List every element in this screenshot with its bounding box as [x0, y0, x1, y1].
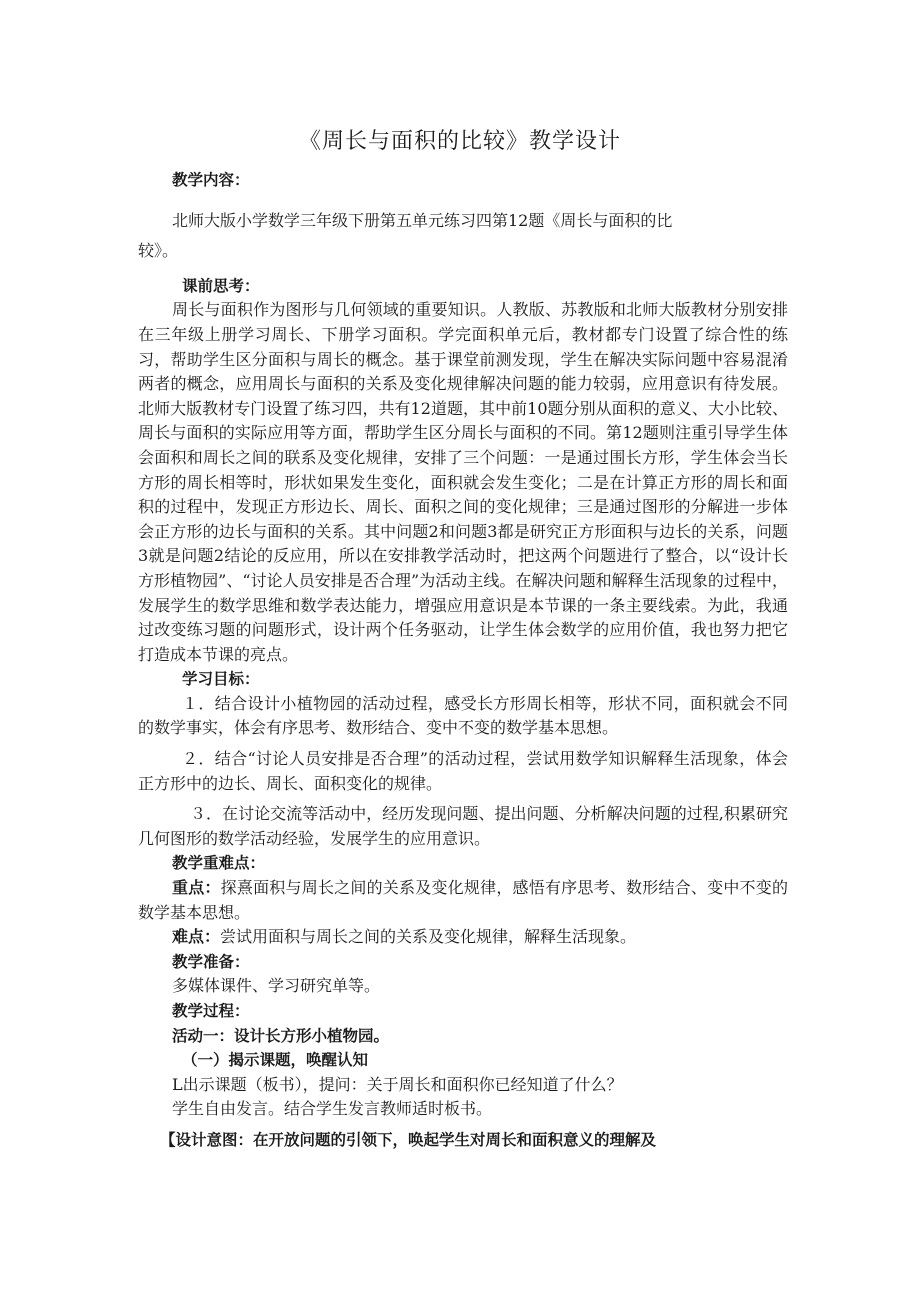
process-heading: 教学过程： — [172, 1002, 250, 1020]
document-body — [138, 168, 788, 1153]
key-points-heading: 教学重难点： — [172, 854, 266, 873]
difficult-point-text: 尝试用面积与周长之间的关系及变化规律，解释生活现象。 — [220, 927, 637, 947]
content-text-line-2: 较》。 — [138, 241, 179, 261]
preparation-text: 多媒体课件、学习研究单等。 — [172, 976, 381, 996]
activity-1-heading: 活动一：设计长方形小植物园。 — [172, 1026, 390, 1045]
preparation-heading: 教学准备： — [172, 952, 250, 971]
design-intent-text: 【设计意图：在开放问题的引领下，唤起学生对周长和面积意义的理解及 — [160, 1130, 657, 1149]
goal-item-3: ３．在讨论交流等活动中，经历发现问题、提出问题、分析解决问题的过程,积累研究几何图形的数学活动经验，发展学生的应用意识。 — [138, 804, 788, 848]
step-1-note: 学生自由发言。结合学生发言教师适时板书。 — [172, 1099, 493, 1119]
document-title: 《周长与面积的比较》教学设计 — [298, 129, 621, 154]
goal-item-2: ２．结合“讨论人员安排是否合理”的活动过程，尝试用数学知识解释生活现象，体会正方形中的边长、周长、面积变化的规律。 — [138, 749, 788, 793]
step-1-text: L出示课题（板书），提问：关于周长和面积你已经知道了什么？ — [172, 1074, 623, 1094]
key-point-label: 重点： — [172, 878, 221, 898]
goal-item-1: １．结合设计小植物园的活动过程，感受长方形周长相等，形状不同，面积就会不同的数学事实，体会有序思考、数形结合、变中不变的数学基本思想。 — [138, 693, 788, 738]
thinking-heading: 课前思考： — [182, 276, 260, 295]
section-1-heading: （一）揭示课题，唤醒认知 — [182, 1051, 369, 1070]
content-heading: 教学内容： — [172, 171, 250, 189]
key-point-paragraph — [138, 876, 788, 925]
key-point-text: 探熹面积与周长之间的关系及变化规律，感悟有序思考、数形结合、变中不变的数学基本思想。 — [138, 878, 788, 922]
content-text-line-1: 北师大版小学数学三年级下册第五单元练习四第12题《周长与面积的比 — [172, 210, 673, 230]
goals-heading: 学习目标： — [182, 670, 260, 689]
thinking-paragraph: 周长与面积作为图形与几何领域的重要知识。人教版、苏教版和北师大版教材分别安排在三年级上册学习周长、下册学习面积。学完面积单元后，教材都专门设置了综合性的练习，帮助学生区分面积与周长的概念。基于课堂前测发现，学生在解决实际问题中容易混淆两者的概念，应用周长与面积的关系及变化规律解决问题的能力较弱，应用意识有待发展。北师大版教材专门设置了练习四，共有12道题，其中前10题分别从面积的意义、大小比较、周长与面积的实际应用等方面，帮助学生区分周长与面积的不同。第12题则注重引导学生体会面积和周长之间的联系及变化规律，安排了三个问题：一是通过围长方形，学生体会当长方形的周长相等时，形状如果发生变化，面积就会发生变化；二是在计算正方形的周长和面积的过程中，发现正方形边长、周长、面积之间的变化规律；三是通过图形的分解进一步体会正方形的边长与面积的关系。其中问题2和问题3都是研究正方形面积与边长的关系，问题3就是问题2结论的反应用，所以在安排教学活动时，把这两个问题进行了整合，以“设计长方形植物园”、“讨论人员安排是否合理”为活动主线。在解决问题和解释生活现象的过程中，发展学生的数学思维和数学表达能力，增强应用意识是本节课的一条主要线索。为此，我通过改变练习题的问题形式，设计两个任务驱动，让学生体会数学的应用价值，我也努力把它打造成本节课的亮点。 — [138, 300, 788, 664]
difficult-point-label: 难点： — [172, 927, 221, 947]
difficult-point-paragraph — [138, 925, 788, 950]
